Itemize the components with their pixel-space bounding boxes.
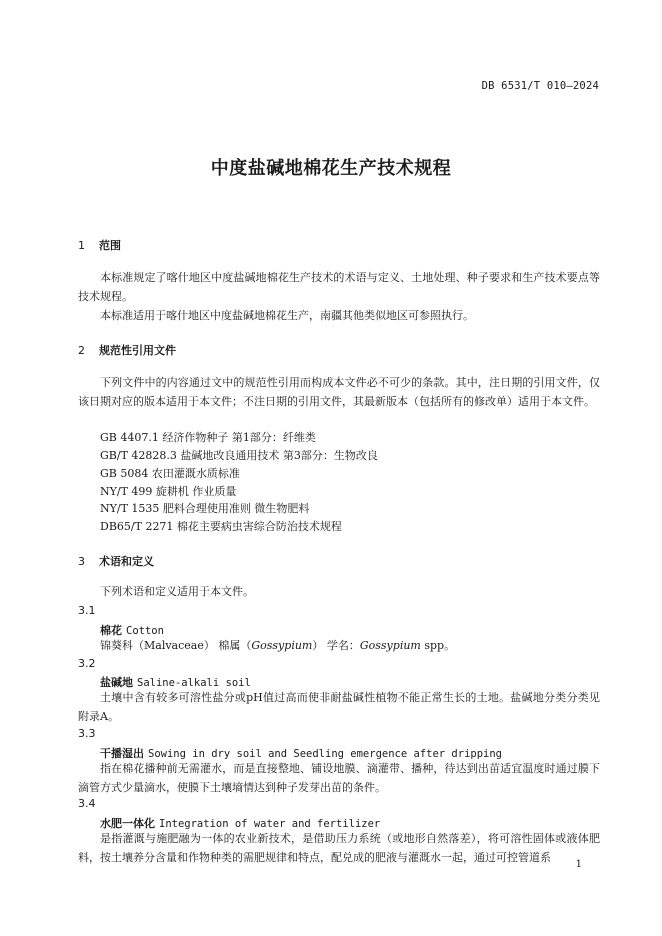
term-definition: 是指灌溉与施肥融为一体的农业新技术，是借助压力系统（或地形自然落差），将可溶性固体或液体肥料，按土壤养分含量和作物种类的需肥规律和特点，配兑成的肥液与灌溉水一起，通过可控管道系 [78, 832, 600, 864]
reference-item: NY/T 1535 肥料合理使用准则 微生物肥料 [100, 502, 310, 515]
reference-item: DB65/T 2271 棉花主要病虫害综合防治技术规程 [100, 520, 342, 533]
section-1-paragraph-2: 本标准适用于喀什地区中度盐碱地棉花生产，南疆其他类似地区可参照执行。 [100, 309, 474, 322]
term-en: Integration of water and fertilizer [159, 818, 381, 830]
document-title: 中度盐碱地棉花生产技术规程 [210, 158, 452, 179]
section-2-paragraph: 下列文件中的内容通过文中的规范性引用而构成本文件必不可少的条款。其中，注日期的引用文件，仅该日期对应的版本适用于本文件；不注日期的引用文件，其最新版本（包括所有的修改单）适用于本文件。 [78, 376, 600, 408]
term-en: Cotton [126, 625, 164, 637]
definition-text: 锦葵科（Malvaceae） 棉属（ [100, 639, 252, 652]
section-1-paragraph-1: 本标准规定了喀什地区中度盐碱地棉花生产技术的术语与定义、土地处理、种子要求和生产技术要点等技术规程。 [78, 271, 600, 303]
term-definition: 土壤中含有较多可溶性盐分或pH值过高而使非耐盐碱性植物不能正常生长的土地。盐碱地分类分类见附录A。 [78, 691, 600, 723]
section-title: 术语和定义 [99, 555, 154, 568]
section-title: 规范性引用文件 [99, 344, 176, 357]
reference-item: GB 4407.1 经济作物种子 第1部分：纤维类 [100, 431, 316, 444]
term-en: Saline-alkali soil [137, 677, 251, 689]
scientific-name: Gossypium [359, 639, 421, 652]
definition-text: spp。 [420, 639, 456, 652]
section-title: 范围 [99, 239, 121, 252]
section-number: 3 [78, 555, 85, 568]
term-number: 3.1 [78, 604, 96, 617]
reference-item: GB/T 42828.3 盐碱地改良通用技术 第3部分：生物改良 [100, 449, 378, 462]
definition-text: ） 学名： [312, 639, 360, 652]
term-definition [78, 636, 600, 655]
term-zh: 干播湿出 [100, 747, 144, 760]
section-1-heading [78, 237, 121, 253]
section-3-heading [78, 553, 154, 569]
term-definition: 指在棉花播种前无需灌水，而是直接整地、铺设地膜、滴灌带、播种，待达到出苗适宜温度时通过膜下滴管方式少量滴水，使膜下土壤墒情达到种子发芽出苗的条件。 [78, 762, 600, 794]
section-2-heading [78, 342, 176, 358]
term-zh: 盐碱地 [100, 676, 133, 689]
term-number: 3.3 [78, 727, 96, 740]
term-en: Sowing in dry soil and Seedling emergence after dripping [148, 748, 503, 760]
term-number: 3.4 [78, 797, 96, 810]
reference-item: NY/T 499 旋耕机 作业质量 [100, 485, 237, 498]
genus-name: Gossypium [251, 639, 313, 652]
section-number: 1 [78, 239, 85, 252]
section-3-intro: 下列术语和定义适用于本文件。 [100, 585, 254, 598]
page-number: 1 [575, 859, 582, 870]
reference-item: GB 5084 农田灌溉水质标准 [100, 467, 240, 480]
standard-code: DB 6531/T 010—2024 [481, 80, 599, 92]
term-zh: 棉花 [100, 624, 122, 637]
term-number: 3.2 [78, 657, 96, 670]
term-zh: 水肥一体化 [100, 817, 155, 830]
section-number: 2 [78, 344, 85, 357]
